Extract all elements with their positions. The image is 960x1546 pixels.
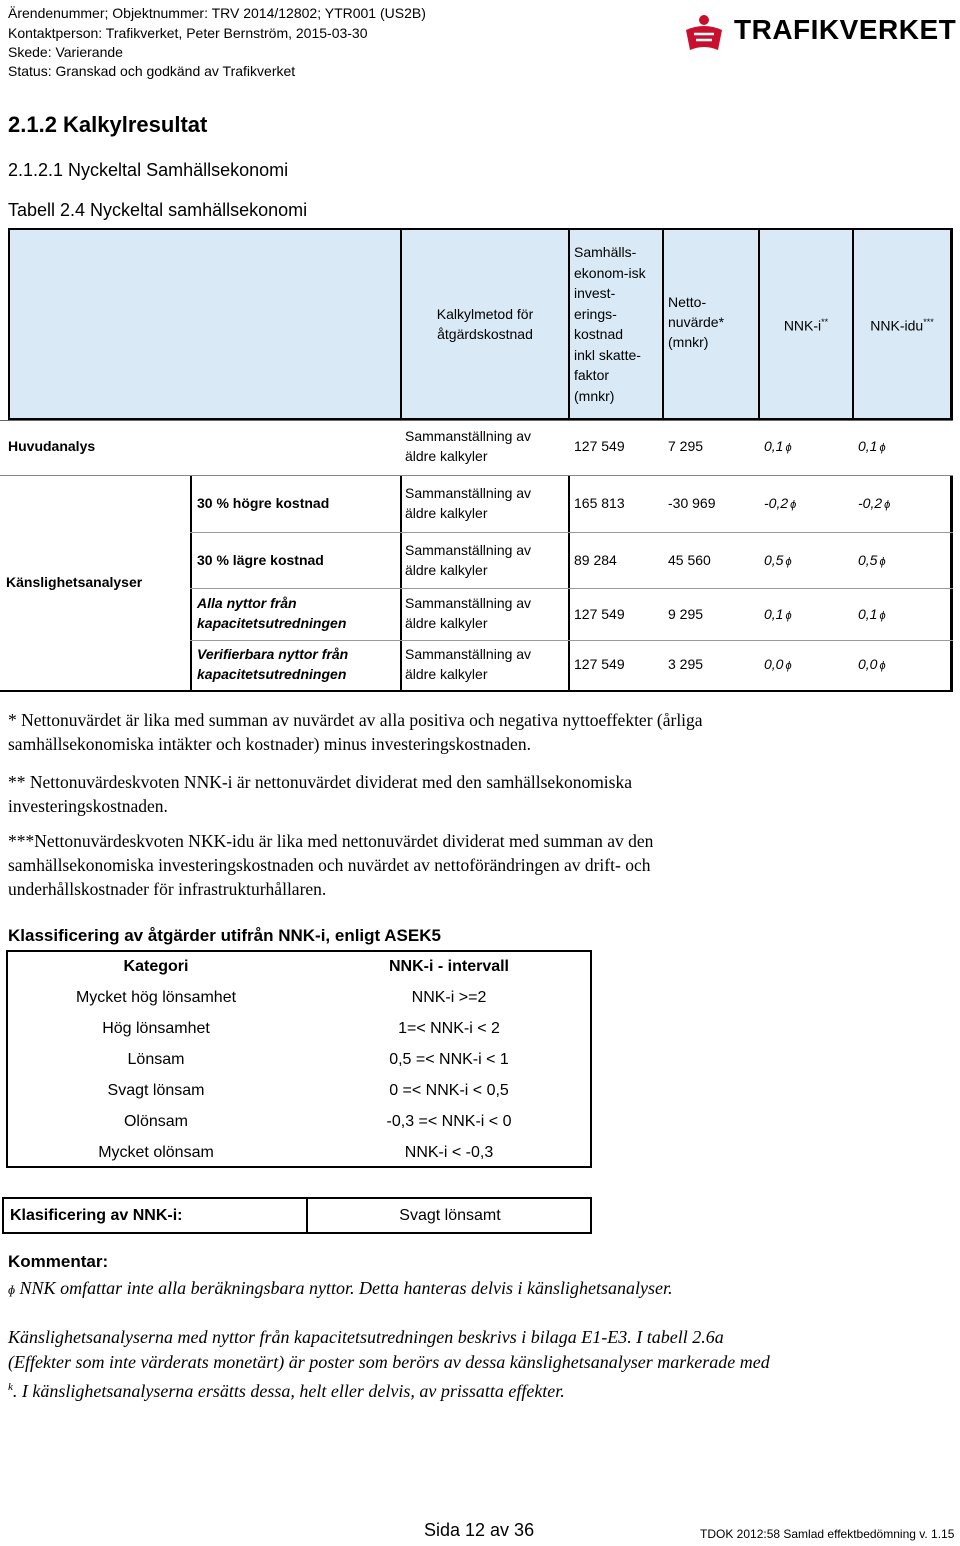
row-3-nnk-i: [764, 550, 792, 572]
table-row: [8, 1138, 590, 1169]
row-4-method-l2: äldre kalkyler: [405, 615, 488, 631]
table-row: [8, 1107, 590, 1138]
header-text: NNK-i: [783, 317, 822, 334]
value-text: 0,1: [764, 606, 784, 622]
row-2-method-l2: äldre kalkyler: [405, 505, 488, 521]
row-2-nnk-i: [764, 493, 796, 515]
category-cell: Hög lönsamhet: [102, 1020, 210, 1037]
header-kalkylmetod: [402, 230, 568, 418]
row-3-label: 30 % lägre kostnad: [197, 552, 324, 568]
interval-cell: NNK-i < -0,3: [404, 1144, 494, 1161]
interval-cell: 1=< NNK-i < 2: [398, 1020, 500, 1037]
row-4-nnk-i: [764, 604, 792, 626]
row-5-investment: 127 549: [574, 656, 625, 672]
header-text: (mnkr): [574, 387, 615, 404]
group-sensitivity: Känslighetsanalyser: [6, 574, 143, 590]
header-net-present-value: [664, 230, 758, 418]
header-text: erings-: [574, 305, 617, 322]
category-cell: Mycket olönsam: [98, 1144, 214, 1161]
row-2-nnk-idu: [858, 493, 890, 515]
comment-text: NNK omfattar inte alla beräkningsbara nyttor. Detta hanteras delvis i känslighetsanalyser.: [15, 1278, 673, 1298]
note-line: investeringskostnaden.: [8, 796, 168, 816]
header-text: faktor: [574, 367, 610, 383]
comment-text: . I känslighetsanalyserna ersätts dessa, helt eller delvis, av prissatta effekter.: [12, 1381, 565, 1401]
header-text: Samhälls-: [574, 244, 637, 260]
header-blank-cell: [10, 230, 400, 418]
page-number: Sida 12 av 36: [424, 1520, 535, 1540]
header-contact: Kontaktperson: Trafikverket, Peter Bernström, 2015-03-30: [8, 25, 368, 41]
row-1-investment: 127 549: [574, 438, 625, 454]
row-4-nnk-idu: [858, 604, 886, 626]
category-cell: Olönsam: [123, 1113, 189, 1130]
value-text: -0,2: [764, 495, 789, 511]
row-3-nnk-idu: [858, 550, 886, 572]
header-sup: ***: [923, 317, 934, 328]
row-2-investment: 165 813: [574, 495, 625, 511]
note-nnk-idu: [8, 829, 948, 901]
row-4-label-l1: Alla nyttor från: [197, 595, 297, 611]
row-3-investment: 89 284: [574, 552, 617, 568]
logo-text: TRAFIKVERKET: [734, 14, 957, 45]
row-3-method-l1: Sammanställning av: [405, 542, 532, 558]
phi-symbol: ɸ: [879, 556, 886, 568]
interval-cell: 0 =< NNK-i < 0,5: [389, 1082, 509, 1099]
header-text: nuvärde*: [668, 314, 725, 330]
classification-table: [6, 950, 592, 1168]
phi-symbol: ɸ: [879, 660, 886, 672]
document-id: TDOK 2012:58 Samlad effektbedömning v. 1.15: [700, 1527, 955, 1541]
comment-title: Kommentar:: [8, 1252, 109, 1271]
note-line: underhållskostnader för infrastrukturhållaren.: [8, 879, 327, 899]
col-header-category: Kategori: [123, 958, 189, 975]
value-text: 0,5: [764, 552, 784, 568]
note-line: ***Nettonuvärdeskvoten NKK-idu är lika med nettonuvärdet dividerat med summan av den: [8, 831, 654, 851]
phi-symbol: ɸ: [879, 610, 886, 622]
row-5-nnk-i: [764, 654, 792, 676]
comment-text: [8, 1375, 953, 1404]
value-text: 0,1: [858, 606, 878, 622]
section-title: 2.1.2 Kalkylresultat: [8, 112, 208, 137]
header-text: kostnad: [574, 326, 624, 342]
trafikverket-logo: [682, 10, 957, 54]
header-nnk-i: [760, 230, 852, 418]
interval-cell: -0,3 =< NNK-i < 0: [386, 1113, 512, 1130]
phi-symbol: ɸ: [8, 1282, 16, 1297]
row-5-method-l2: äldre kalkyler: [405, 666, 488, 682]
phi-symbol: ɸ: [884, 499, 891, 511]
interval-cell: NNK-i >=2: [411, 989, 487, 1006]
note-line: samhällsekonomiska investeringskostnaden och nuvärdet av nettoförändringen av drift- och: [8, 855, 651, 875]
value-text: 0,1: [764, 438, 784, 454]
row-5-label-l2: kapacitetsutredningen: [197, 666, 347, 682]
phi-symbol: ɸ: [790, 499, 797, 511]
row-5-label-l1: Verifierbara nyttor från: [197, 646, 349, 662]
phi-symbol: ɸ: [785, 660, 792, 672]
phi-symbol: ɸ: [879, 442, 886, 454]
row-1-net-value: 7 295: [668, 438, 704, 454]
comment-text: (Effekter som inte värderats monetärt) är poster som berörs av dessa känslighetsanalyser markerade med: [8, 1352, 770, 1372]
category-cell: Svagt lönsam: [107, 1082, 205, 1099]
category-cell: Lönsam: [127, 1051, 185, 1068]
table-row: [8, 1014, 590, 1045]
row-4-label-l2: kapacitetsutredningen: [197, 615, 347, 631]
row-1-method-l1: Sammanställning av: [405, 428, 532, 444]
header-stage: Skede: Varierande: [8, 44, 123, 60]
header-case-number: Ärendenummer; Objektnummer: TRV 2014/12802; YTR001 (US2B): [8, 5, 426, 21]
header-text: (mnkr): [668, 334, 709, 350]
comment-text: Känslighetsanalyserna med nyttor från kapacitetsutredningen beskrivs i bilaga E1-E3. I tabell 2.6a: [8, 1327, 724, 1347]
comment-line-1: [8, 1276, 953, 1302]
value-text: 0,0: [858, 656, 878, 672]
row-5-method-l1: Sammanställning av: [405, 646, 532, 662]
table-row: [8, 1045, 590, 1076]
phi-symbol: ɸ: [785, 442, 792, 454]
row-2-label: 30 % högre kostnad: [197, 495, 330, 511]
header-text: invest-: [574, 285, 616, 301]
value-text: 0,1: [858, 438, 878, 454]
header-text: åtgärdskostnad: [437, 326, 533, 342]
trafikverket-emblem-icon: [682, 10, 726, 54]
row-5-net-value: 3 295: [668, 656, 704, 672]
row-4-net-value: 9 295: [668, 606, 704, 622]
row-4-investment: 127 549: [574, 606, 625, 622]
row-2-method-l1: Sammanställning av: [405, 485, 532, 501]
header-investment-cost: [570, 230, 662, 418]
subsection-title: 2.1.2.1 Nyckeltal Samhällsekonomi: [8, 160, 289, 180]
header-text: inkl skatte-: [574, 346, 641, 363]
key-figures-table: [0, 228, 960, 693]
result-label: Klasificering av NNK-i:: [10, 1207, 183, 1224]
note-nnk-i: [8, 770, 948, 818]
superscript-k: k: [8, 1381, 13, 1393]
row-5-nnk-idu: [858, 654, 886, 676]
classification-result-box: [2, 1197, 592, 1234]
phi-symbol: ɸ: [785, 610, 792, 622]
row-1-method-l2: äldre kalkyler: [405, 448, 488, 464]
row-4-method-l1: Sammanställning av: [405, 595, 532, 611]
note-nettonuvarde: [8, 708, 948, 756]
comment-paragraph: [8, 1325, 953, 1404]
category-cell: Mycket hög lönsamhet: [75, 989, 237, 1006]
classification-title: Klassificering av åtgärder utifrån NNK-i, enligt ASEK5: [8, 926, 441, 945]
header-status: Status: Granskad och godkänd av Trafikverket: [8, 63, 296, 79]
group-main-analysis: Huvudanalys: [8, 438, 96, 454]
row-1-nnk-i: [764, 436, 792, 458]
interval-cell: 0,5 =< NNK-i < 1: [389, 1051, 509, 1068]
header-text: Kalkylmetod för: [436, 306, 534, 322]
note-line: ** Nettonuvärdeskvoten NNK-i är nettonuvärdet dividerat med den samhällsekonomiska: [8, 772, 633, 792]
header-text: NNK-idu: [870, 317, 924, 334]
row-3-method-l2: äldre kalkyler: [405, 562, 488, 578]
col-header-interval: NNK-i - intervall: [388, 958, 509, 975]
header-text: ekonom-isk: [574, 264, 646, 281]
note-line: * Nettonuvärdet är lika med summan av nuvärdet av alla positiva och negativa nyttoeffekter (årliga: [8, 710, 703, 730]
note-line: samhällsekonomiska intäkter och kostnader) minus investeringskostnaden.: [8, 734, 531, 754]
phi-symbol: ɸ: [785, 556, 792, 568]
row-1-nnk-idu: [858, 436, 886, 458]
header-sup: **: [821, 317, 829, 328]
table-caption: Tabell 2.4 Nyckeltal samhällsekonomi: [8, 200, 308, 220]
value-text: 0,0: [764, 656, 784, 672]
row-3-net-value: 45 560: [668, 552, 711, 568]
header-nnk-idu: [854, 230, 950, 418]
header-text: Netto-: [668, 294, 707, 310]
table-row: [8, 1076, 590, 1107]
row-2-net-value: -30 969: [668, 495, 716, 511]
classification-header-row: [8, 952, 590, 983]
value-text: 0,5: [858, 552, 878, 568]
result-value: Svagt lönsamt: [399, 1207, 501, 1224]
value-text: -0,2: [858, 495, 883, 511]
table-row: [8, 983, 590, 1014]
